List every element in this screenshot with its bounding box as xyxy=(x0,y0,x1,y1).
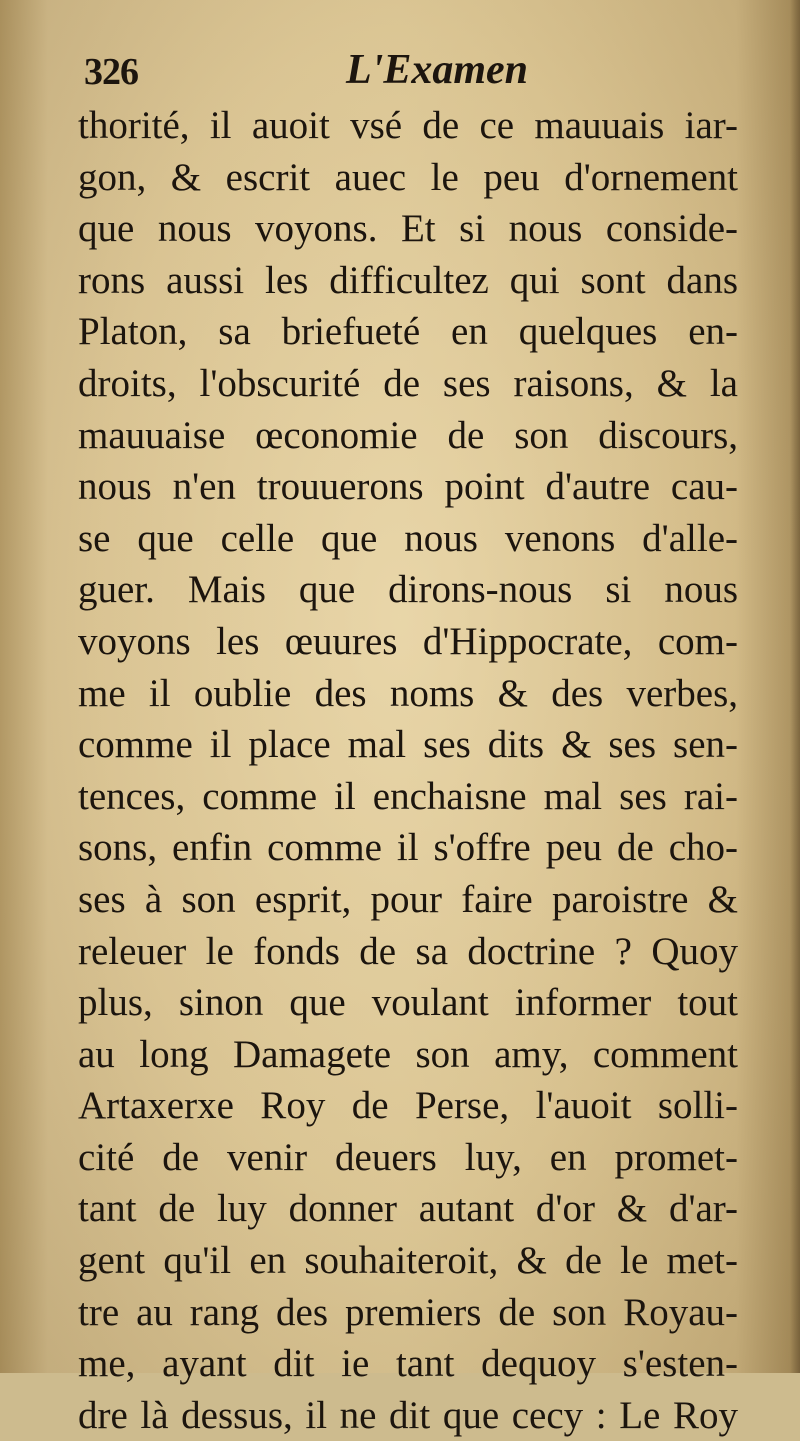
text-line: gon, & escrit auec le peu d'ornement xyxy=(78,155,738,199)
text-line: tences, comme il enchaisne mal ses rai- xyxy=(78,774,738,818)
text-line: sons, enfin comme il s'offre peu de cho- xyxy=(78,826,738,870)
text-line: ses à son esprit, pour faire paroistre & xyxy=(78,877,738,921)
text-line: au long Damagete son amy, comment xyxy=(78,1032,738,1076)
page-header xyxy=(78,44,738,94)
text-line: se que celle que nous venons d'alle- xyxy=(78,516,738,560)
text-line: dre là dessus, il ne dit que cecy : Le Roy xyxy=(78,1393,738,1437)
text-line: comme il place mal ses dits & ses sen- xyxy=(78,723,738,767)
text-line: cité de venir deuers luy, en promet- xyxy=(78,1135,738,1179)
text-line: me, ayant dit ie tant dequoy s'esten- xyxy=(78,1342,738,1386)
text-line: tant de luy donner autant d'or & d'ar- xyxy=(78,1187,738,1231)
text-line: Artaxerxe Roy de Perse, l'auoit solli- xyxy=(78,1084,738,1128)
text-line: plus, sinon que voulant informer tout xyxy=(78,981,738,1025)
text-line: gent qu'il en souhaiteroit, & de le met- xyxy=(78,1239,738,1283)
text-line: mauuaise œconomie de son discours, xyxy=(78,413,738,457)
text-line: droits, l'obscurité de ses raisons, & la xyxy=(78,361,738,405)
running-title: L'Examen xyxy=(346,47,529,93)
body-text xyxy=(78,100,738,1441)
text-line: rons aussi les difficultez qui sont dans xyxy=(78,258,738,302)
text-line: voyons les œuures d'Hippocrate, com- xyxy=(78,619,738,663)
page-number: 326 xyxy=(84,51,138,93)
text-line: me il oublie des noms & des verbes, xyxy=(78,671,738,715)
text-line: Platon, sa briefueté en quelques en- xyxy=(78,310,738,354)
text-line: thorité, il auoit vsé de ce mauuais iar- xyxy=(78,104,738,147)
text-line: tre au rang des premiers de son Royau- xyxy=(78,1290,738,1334)
text-line: releuer le fonds de sa doctrine ? Quoy xyxy=(78,929,738,973)
text-line: que nous voyons. Et si nous conside- xyxy=(78,207,738,251)
text-line: nous n'en trouuerons point d'autre cau- xyxy=(78,465,738,509)
page-edge-shadow xyxy=(790,0,800,1373)
text-line: guer. Mais que dirons-nous si nous xyxy=(78,568,738,612)
